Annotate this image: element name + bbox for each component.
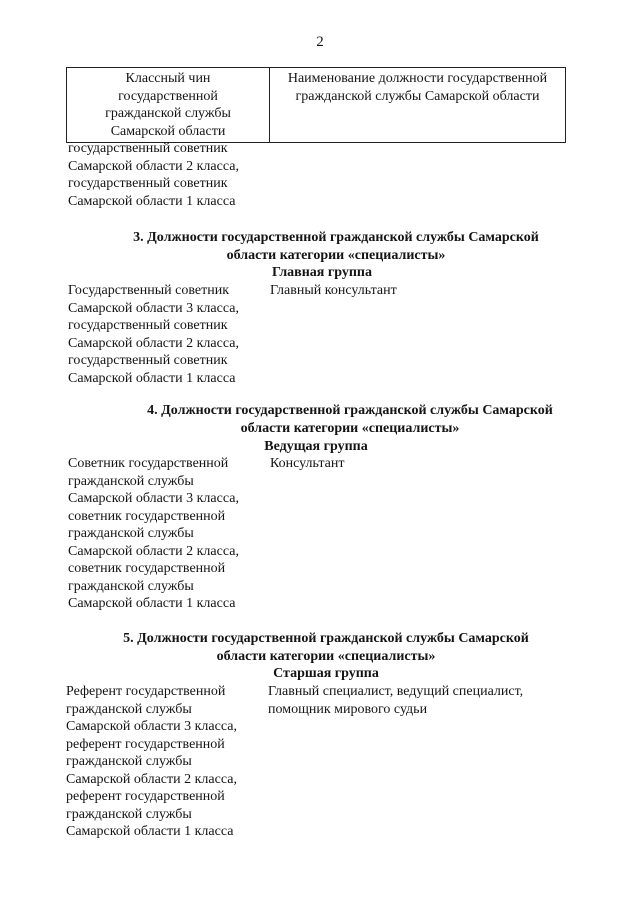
text-line: советник государственной [68, 561, 226, 576]
text-line: гражданской службы [66, 754, 192, 769]
header-line: государственной [118, 88, 218, 104]
header-cell-class-rank [67, 68, 270, 143]
text-line: Самарской области 3 класса, [68, 300, 239, 316]
text-line: советник государственной [68, 508, 226, 524]
text-line: референт государственной [66, 736, 225, 752]
header-line: Самарской области [110, 123, 226, 139]
text-line: Самарской области 1 класса [68, 596, 236, 611]
title-line: области категории «специалисты» [226, 247, 446, 263]
section-4-left-column [68, 455, 239, 613]
section-5-position [268, 683, 564, 718]
text-line: государственный советник [68, 353, 228, 368]
text-line: Самарской области 1 класса [68, 370, 236, 386]
continuation-left-column [68, 140, 239, 210]
text-line: гражданской службы [68, 526, 194, 541]
text-line: Самарской области 3 класса, [68, 491, 239, 506]
text-line: государственный советник [68, 141, 228, 156]
text-line: референт государственной [66, 789, 225, 804]
section-3-title [76, 229, 596, 264]
text-line: государственный советник [68, 176, 228, 191]
header-cell-position-name [270, 68, 566, 143]
text-line: Референт государственной [66, 684, 226, 699]
section-4-group: Ведущая группа [264, 439, 368, 454]
header-line: гражданской службы [105, 106, 231, 121]
text-line: Самарской области 1 класса [68, 193, 236, 209]
section-5-group: Старшая группа [273, 666, 379, 681]
section-5-title [66, 630, 586, 665]
title-line: 5. Должности государственной гражданской службы Самарской [123, 631, 529, 646]
title-line: 4. Должности государственной гражданской службы Самарской [147, 403, 553, 418]
title-line: области категории «специалисты» [240, 420, 460, 436]
text-line: Самарской области 2 класса, [68, 158, 239, 174]
page-number: 2 [316, 34, 324, 50]
text-line: помощник мирового судьи [268, 701, 428, 717]
text-line: гражданской службы [68, 473, 194, 489]
text-line: Самарской области 2 класса, [68, 335, 239, 351]
header-line: Классный чин [125, 71, 211, 86]
header-table [66, 67, 566, 143]
title-line: 3. Должности государственной гражданской службы Самарской [133, 230, 539, 245]
text-line: Самарской области 3 класса, [66, 719, 237, 734]
section-4-position: Консультант [270, 456, 345, 471]
header-line: гражданской службы Самарской области [295, 88, 540, 104]
text-line: гражданской службы [66, 806, 192, 822]
section-3-left-column [68, 282, 239, 387]
text-line: Самарской области 2 класса, [66, 771, 237, 787]
text-line: Государственный советник [68, 283, 230, 298]
text-line: Главный специалист, ведущий специалист, [268, 684, 524, 699]
text-line: Самарской области 2 класса, [68, 543, 239, 559]
header-line: Наименование должности государственной [287, 71, 548, 86]
section-3-group: Главная группа [272, 265, 372, 280]
section-3-position: Главный консультант [270, 283, 397, 298]
section-5-left-column [66, 683, 237, 841]
text-line: Самарской области 1 класса [66, 824, 234, 839]
text-line: гражданской службы [68, 578, 194, 594]
section-4-title [90, 402, 610, 437]
title-line: области категории «специалисты» [216, 648, 436, 664]
text-line: гражданской службы [66, 701, 192, 717]
text-line: государственный советник [68, 318, 228, 333]
text-line: Советник государственной [68, 456, 229, 471]
